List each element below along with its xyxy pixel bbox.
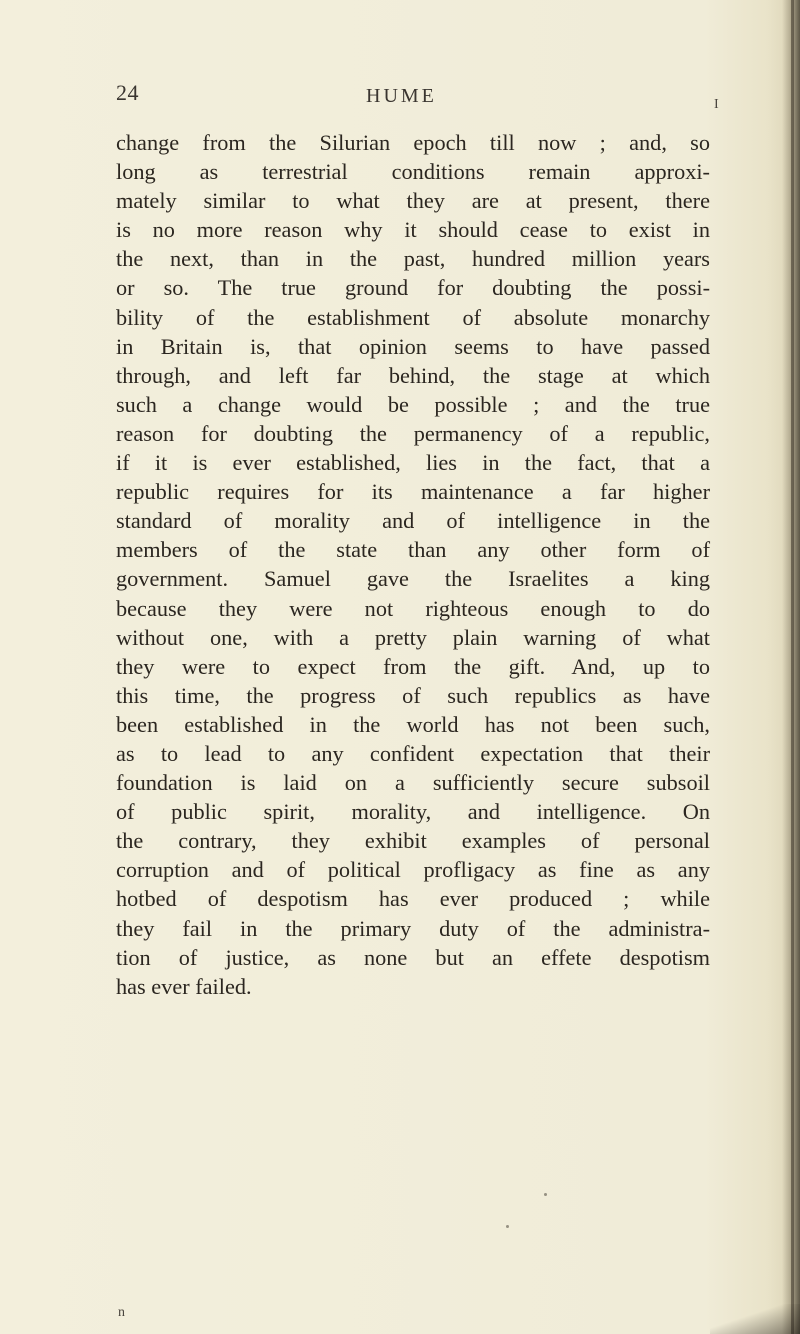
text-line: if it is ever established, lies in the fact, that a	[116, 450, 710, 476]
text-line: hotbed of despotism has ever produced ; while	[116, 886, 710, 912]
text-line: this time, the progress of such republics as have	[116, 682, 710, 708]
text-line: the contrary, they exhibit examples of personal	[116, 828, 710, 854]
text-line: government. Samuel gave the Israelites a king	[116, 566, 710, 592]
body-paragraph	[116, 128, 710, 1001]
page-number: 24	[116, 80, 139, 105]
text-line: republic requires for its maintenance a far higher	[116, 479, 710, 505]
footer-signature-mark: n	[118, 1305, 125, 1320]
text-line: because they were not righteous enough to do	[116, 595, 710, 621]
paper-speck	[506, 1225, 509, 1228]
text-line: as to lead to any confident expectation that their	[116, 740, 710, 766]
text-line: tion of justice, as none but an effete despotism	[116, 944, 710, 970]
text-line: such a change would be possible ; and the true	[116, 391, 710, 417]
text-line: foundation is laid on a sufficiently secure subsoil	[116, 770, 710, 796]
text-line: they were to expect from the gift. And, up to	[116, 653, 710, 679]
text-line: the next, than in the past, hundred million years	[116, 246, 710, 272]
text-line: long as terrestrial conditions remain approxi-	[116, 159, 710, 185]
text-line: standard of morality and of intelligence in the	[116, 508, 710, 534]
text-line: in Britain is, that opinion seems to have passed	[116, 333, 710, 359]
text-line: corruption and of political profligacy as fine as any	[116, 857, 710, 883]
running-head: HUME	[366, 85, 437, 107]
corner-shadow	[710, 1304, 800, 1334]
text-line: change from the Silurian epoch till now ; and, so	[116, 130, 710, 155]
paper-speck	[544, 1193, 547, 1196]
text-line: members of the state than any other form of	[116, 537, 710, 563]
text-line: has ever failed.	[116, 973, 252, 999]
text-line: they fail in the primary duty of the administra-	[116, 915, 710, 941]
text-line: through, and left far behind, the stage at which	[116, 362, 710, 388]
text-line: mately similar to what they are at present, there	[116, 188, 710, 214]
page-edge-line	[791, 0, 794, 1334]
text-line: or so. The true ground for doubting the possi-	[116, 275, 710, 301]
text-line: bility of the establishment of absolute monarchy	[116, 304, 710, 330]
text-line: been established in the world has not been such,	[116, 711, 710, 737]
text-line: is no more reason why it should cease to exist in	[116, 217, 710, 243]
text-line: without one, with a pretty plain warning of what	[116, 624, 710, 650]
signature-mark: I	[714, 97, 719, 112]
text-line: of public spirit, morality, and intelligence. On	[116, 799, 710, 825]
text-line: reason for doubting the permanency of a republic,	[116, 420, 710, 446]
